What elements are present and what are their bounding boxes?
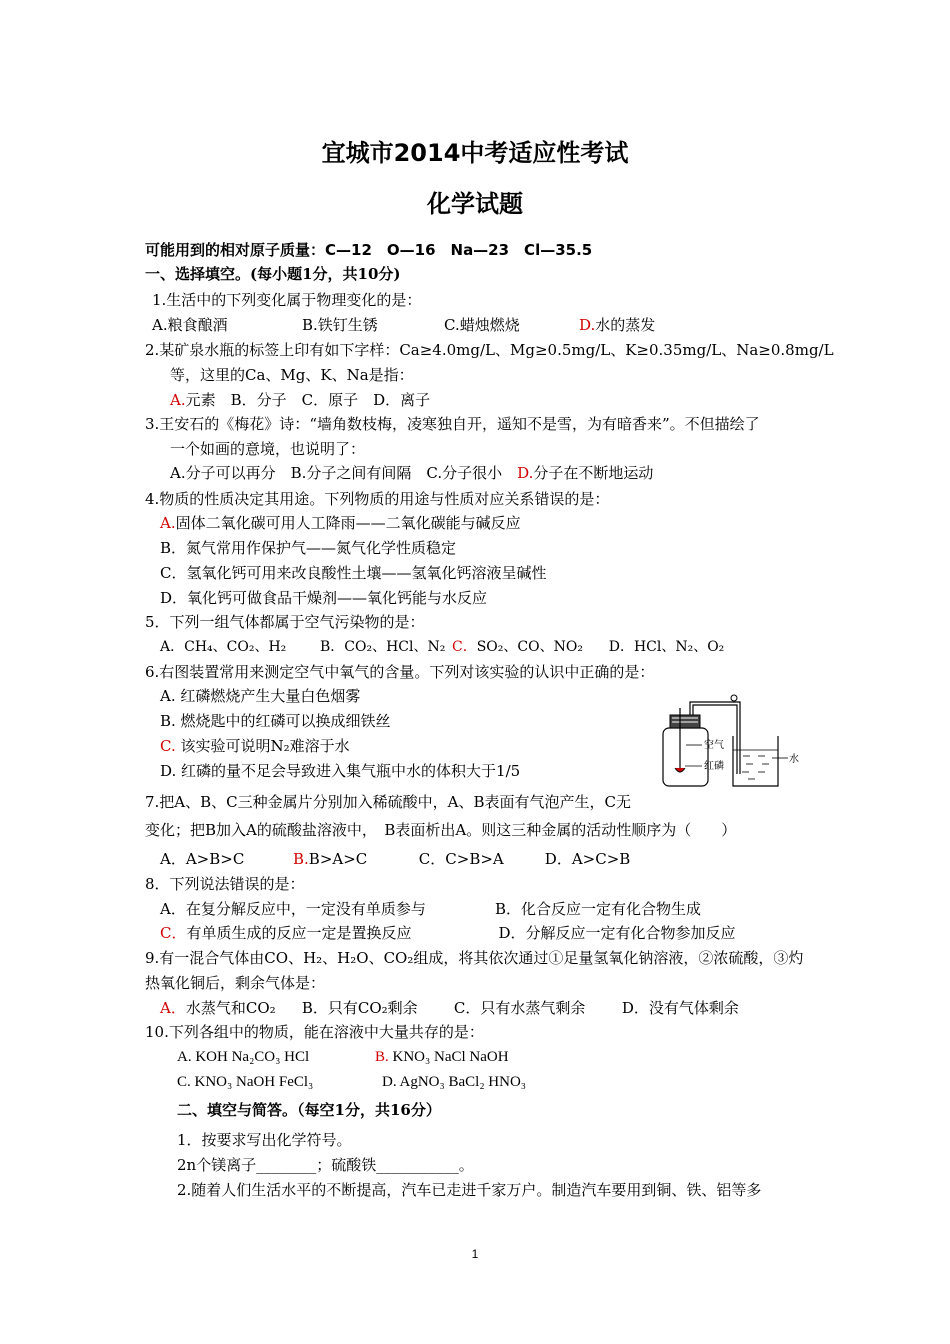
label-water: 水: [789, 754, 799, 765]
option-c: C.蜡烛燃烧: [444, 316, 520, 334]
question-3-stem: 3.王安石的《梅花》诗：“墙角数枝梅，凌寒独自开，遥知不是雪，为有暗香来”。不但描绘了: [145, 415, 760, 433]
question-6-option-a: A. 红磷燃烧产生大量白色烟雾: [160, 687, 361, 705]
options-text: 元素 B．分子 C．原子 D．离子: [185, 391, 431, 409]
question-4-option-c: C．氢氧化钙可用来改良酸性土壤——氢氧化钙溶液呈碱性: [160, 564, 547, 582]
question-9-stem-cont: 热氧化铜后，剩余气体是：: [145, 974, 326, 992]
answer-letter: C.: [160, 737, 176, 755]
answer-letter: C．: [160, 924, 187, 942]
option-a: A．在复分解反应中，一定没有单质参与: [160, 900, 426, 918]
question-6-option-d: D. 红磷的量不足会导致进入集气瓶中水的体积大于1/5: [160, 762, 521, 780]
option-b: KNO₃ NaCl NaOH: [388, 1049, 509, 1065]
option-d: D. AgNO₃ BaCl₂ HNO₃: [382, 1074, 527, 1090]
question-4-option-a: [160, 513, 521, 533]
experiment-apparatus-figure: [658, 690, 813, 790]
option-a: A．A>B>C: [160, 850, 245, 868]
question-8-stem: 8．下列说法错误的是：: [145, 875, 305, 893]
question-2-stem: 2.某矿泉水瓶的标签上印有如下字样：Ca≥4.0mg/L、Mg≥0.5mg/L、K≥0.35mg/L、Na≥0.8mg/L: [145, 341, 834, 359]
option-b: B．只有CO₂剩余: [301, 999, 418, 1017]
option-b: B.铁钉生锈: [302, 316, 378, 334]
answer-letter: A．: [160, 999, 186, 1017]
option-d: D．A>C>B: [544, 850, 631, 868]
question-2-options: [170, 390, 430, 410]
options-text: A.分子可以再分 B.分子之间有间隔 C.分子很小: [170, 464, 518, 482]
page-title: 宜城市2014中考适应性考试: [321, 139, 629, 167]
section-2-question-2-stem: 2.随着人们生活水平的不断提高，汽车已走进千家万户。制造汽车要用到铜、铁、铝等多: [177, 1181, 762, 1199]
answer-letter: A.: [160, 514, 176, 532]
option-d: 水的蒸发: [595, 316, 656, 334]
label-air: 空气: [704, 740, 724, 751]
option-a: A.粮食酿酒: [152, 316, 228, 334]
question-10-options-cd: [177, 1072, 526, 1092]
question-6-option-b: B. 燃烧匙中的红磷可以换成细铁丝: [160, 712, 391, 730]
question-6-option-c: [160, 736, 350, 756]
section-1-heading: 一、选择填空。(每小题1分，共10分): [145, 265, 401, 283]
answer-letter: D.: [517, 464, 534, 482]
option-c: SO₂、CO、NO₂: [476, 639, 583, 655]
option-b: B．化合反应一定有化合物生成: [495, 900, 702, 918]
gas-bottle: [663, 728, 708, 786]
answer-letter: D.: [579, 316, 596, 334]
section-2-question-1-blanks: 2n个镁离子________；硫酸铁___________。: [177, 1156, 474, 1174]
question-8-options-cd: [160, 923, 736, 943]
option-a: 水蒸气和CO₂: [185, 999, 276, 1017]
option-d: 分子在不断地运动: [533, 464, 654, 482]
question-4-option-b: B．氮气常用作保护气——氮气化学性质稳定: [160, 539, 457, 557]
question-9-options: [160, 998, 739, 1018]
question-7-stem-cont: 变化；把B加入A的硫酸盐溶液中， B表面析出A。则这三种金属的活动性顺序为（ ）: [145, 821, 737, 839]
question-8-options-ab: [160, 899, 701, 919]
answer-letter: B.: [375, 1049, 389, 1065]
section-2-question-1-stem: 1．按要求写出化学符号。: [177, 1131, 352, 1149]
question-4-option-d: D．氧化钙可做食品干燥剂——氧化钙能与水反应: [160, 589, 488, 607]
question-3-stem-cont: 一个如画的意境，也说明了：: [170, 440, 366, 458]
question-5-options: [160, 637, 724, 657]
question-3-options: [170, 463, 653, 483]
question-5-stem: 5．下列一组气体都属于空气污染物的是：: [145, 613, 425, 631]
question-2-stem-cont: 等，这里的Ca、Mg、K、Na是指：: [170, 366, 414, 384]
option-c: C．C>B>A: [418, 850, 504, 868]
option-a-text: 固体二氧化碳可用人工降雨——二氧化碳能与碱反应: [175, 514, 521, 532]
question-7-stem: 7.把A、B、C三种金属片分别加入稀硫酸中，A、B表面有气泡产生，C无: [145, 793, 631, 811]
question-10-stem: 10.下列各组中的物质，能在溶液中大量共存的是：: [145, 1023, 484, 1041]
option-c: C. KNO₃ NaOH FeCl₃: [177, 1074, 314, 1090]
option-b: B．CO₂、HCl、N₂: [320, 639, 446, 655]
atomic-masses: 可能用到的相对原子质量：C—12 O—16 Na—23 Cl—35.5: [145, 241, 593, 259]
answer-letter: A.: [170, 391, 186, 409]
option-d: D．分解反应一定有化合物参加反应: [498, 924, 736, 942]
label-red-phosphorus: 红磷: [704, 761, 724, 772]
section-2-heading: 二、填空与简答。（每空1分，共16分）: [177, 1101, 441, 1119]
question-1-stem: 1.生活中的下列变化属于物理变化的是：: [152, 291, 422, 309]
page-number: 1: [471, 1247, 479, 1261]
question-6-stem: 6.右图装置常用来测定空气中氧气的含量。下列对该实验的认识中正确的是：: [145, 663, 655, 681]
option-c: 有单质生成的反应一定是置换反应: [186, 924, 412, 942]
answer-letter: C．: [452, 639, 477, 655]
option-b: B>A>C: [308, 850, 368, 868]
option-a: A．CH₄、CO₂、H₂: [160, 639, 287, 655]
question-1-options: [152, 315, 655, 335]
page-subtitle: 化学试题: [427, 190, 523, 218]
question-7-options: [160, 849, 630, 869]
option-c-text: 该实验可说明N₂难溶于水: [175, 737, 350, 755]
option-d: D．HCl、N₂、O₂: [608, 639, 725, 655]
question-4-stem: 4.物质的性质决定其用途。下列物质的用途与性质对应关系错误的是：: [145, 490, 610, 508]
option-c: C．只有水蒸气剩余: [453, 999, 586, 1017]
question-10-options-ab: [177, 1047, 509, 1067]
answer-letter: B.: [293, 850, 309, 868]
option-a: A. KOH Na₂CO₃ HCl: [177, 1049, 310, 1065]
option-d: D．没有气体剩余: [621, 999, 739, 1017]
question-9-stem: 9.有一混合气体由CO、H₂、H₂O、CO₂组成，将其依次通过①足量氢氧化钠溶液，②浓硫酸，③灼: [145, 949, 804, 967]
